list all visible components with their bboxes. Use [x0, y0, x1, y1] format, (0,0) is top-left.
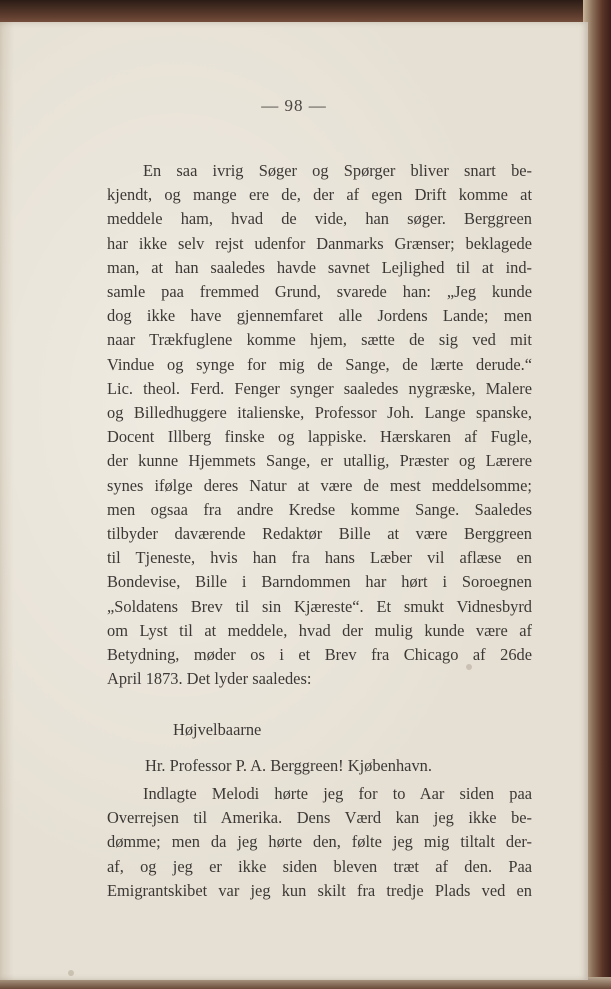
letter-line: Overrejsen til Amerika. Dens Værd kan jeg ikke be- [107, 808, 532, 828]
text-line: kjendt, og mange ere de, der af egen Drift komme at [107, 185, 532, 205]
text-line: „Soldatens Brev til sin Kjæreste“. Et smukt Vidnesbyrd [107, 596, 532, 616]
main-paragraph [107, 159, 532, 691]
text-line: Vindue og synge for mig de Sange, de lærte derude.“ [107, 354, 532, 374]
text-line: synes ifølge deres Natur at være de mest meddelsomme; [107, 475, 532, 495]
paper-speck [466, 664, 472, 670]
text-line: samle paa fremmed Grund, svarede han: „Jeg kunde [107, 282, 532, 302]
text-line: Bondevise, Bille i Barndommen har hørt i Soroegnen [107, 572, 532, 592]
book-binding-top [0, 0, 611, 24]
text-line: til Tjeneste, hvis han fra hans Læber vil aflæse en [107, 548, 532, 568]
letter-salutation: Højvelbaarne [173, 720, 262, 739]
letter-body [107, 782, 532, 903]
text-line: der kunne Hjemmets Sange, er utallig, Præster og Lærere [107, 451, 532, 471]
paper-speck [68, 970, 74, 976]
text-line: April 1873. Det lyder saaledes: [107, 669, 312, 689]
text-line: naar Trækfuglene komme hjem, sætte de sig ved mit [107, 330, 532, 350]
letter-line: Emigrantskibet var jeg kun skilt fra tredje Plads ved en [107, 880, 532, 900]
letter-line: af, og jeg er ikke siden bleven træt af den. Paa [107, 856, 532, 876]
book-page [0, 22, 588, 980]
text-line: dog ikke have gjennemfaret alle Jordens Lande; men [107, 306, 532, 326]
text-line: meddele ham, hvad de vide, han søger. Berggreen [107, 209, 532, 229]
text-line: om Lyst til at meddele, hvad der mulig kunde være af [107, 620, 532, 640]
letter-line: dømme; men da jeg hørte den, følte jeg mig tiltalt der- [107, 832, 532, 852]
text-line: men ogsaa fra andre Kredse komme Sange. Saaledes [107, 499, 532, 519]
text-line: Docent Illberg finske og lappiske. Hærskaren af Fugle, [107, 427, 532, 447]
text-line: og Billedhuggere italienske, Professor Joh. Lange spanske, [107, 403, 532, 423]
text-line: Lic. theol. Ferd. Fenger synger saaledes nygræske, Malere [107, 378, 532, 398]
letter-heading [107, 718, 532, 778]
letter-line: Indlagte Melodi hørte jeg for to Aar siden paa [143, 784, 532, 803]
text-line: Betydning, møder os i et Brev fra Chicago af 26de [107, 645, 532, 665]
text-line: man, at han saaledes havde savnet Lejlighed til at ind- [107, 257, 532, 277]
text-line: En saa ivrig Søger og Spørger bliver snart be- [143, 161, 532, 180]
text-line: tilbyder daværende Redaktør Bille at være Berggreen [107, 524, 532, 544]
page-number: — 98 — [261, 96, 327, 115]
letter-addressee: Hr. Professor P. A. Berggreen! Kjøbenhavn. [145, 756, 432, 776]
text-line: har ikke selv rejst udenfor Danmarks Grænser; beklagede [107, 233, 532, 253]
